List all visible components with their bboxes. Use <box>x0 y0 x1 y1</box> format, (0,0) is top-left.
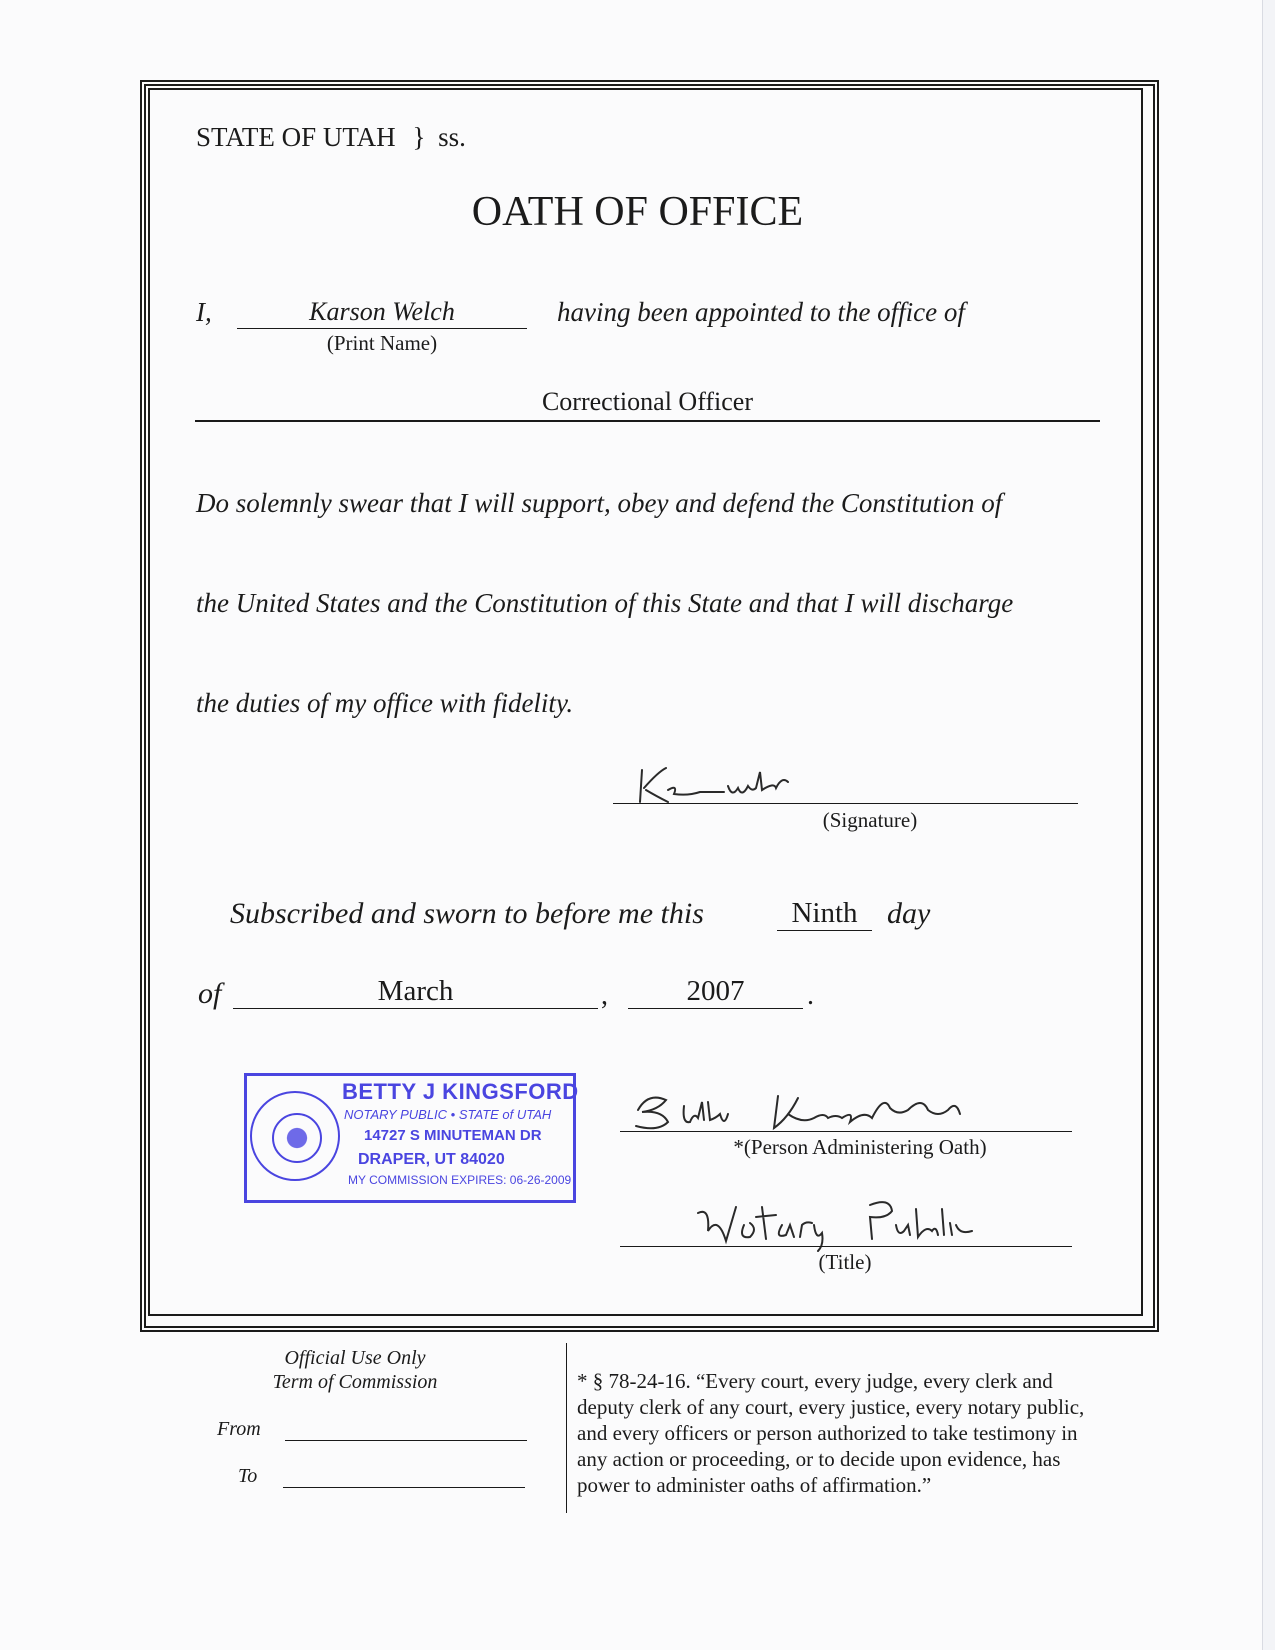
i-label: I, <box>196 297 212 327</box>
page-title: OATH OF OFFICE <box>471 189 804 235</box>
oath-line-3: the duties of my office with fidelity. <box>196 688 574 718</box>
oath-line-1: Do solemnly swear that I will support, obey and defend the Constitution of <box>196 488 1003 518</box>
footnote-line-1: * § 78-24-16. “Every court, every judge, every clerk and <box>577 1369 1053 1393</box>
from-field <box>285 1440 527 1441</box>
state-header <box>196 122 466 153</box>
title-line <box>620 1246 1072 1247</box>
signature-caption: (Signature) <box>822 808 918 832</box>
footnote-line-3: and every officers or person authorized to take testimony in <box>577 1421 1078 1445</box>
ss-label: ss. <box>438 122 466 152</box>
office-underline <box>195 420 1100 422</box>
officer-signature <box>628 762 828 812</box>
state-seal-icon <box>250 1091 340 1181</box>
appointed-text: having been appointed to the office of <box>557 297 965 327</box>
month-value: March <box>377 975 454 1007</box>
print-name-value: Karson Welch <box>309 297 455 326</box>
signature-line <box>613 803 1078 804</box>
footer-divider <box>566 1343 567 1513</box>
stamp-line-4: MY COMMISSION EXPIRES: 06-26-2009 <box>348 1173 572 1187</box>
to-field <box>283 1487 525 1488</box>
footnote-line-4: any action or proceeding, or to decide upon evidence, has <box>577 1447 1061 1471</box>
footnote-line-5: power to administer oaths of affirmation.” <box>577 1473 932 1497</box>
title-caption: (Title) <box>818 1250 872 1274</box>
of-label: of <box>198 977 222 1010</box>
state-name: STATE OF UTAH <box>196 122 396 152</box>
stamp-line-3: DRAPER, UT 84020 <box>358 1151 505 1168</box>
date-comma: , <box>601 980 608 1011</box>
oath-line-2: the United States and the Constitution of this State and that I will discharge <box>196 588 1014 618</box>
notary-signature <box>628 1088 1018 1140</box>
date-period: . <box>807 980 814 1011</box>
to-label: To <box>238 1465 258 1487</box>
year-underline <box>628 1008 803 1009</box>
administering-line <box>620 1131 1072 1132</box>
stamp-line-1: NOTARY PUBLIC • STATE of UTAH <box>344 1107 552 1122</box>
official-use-heading: Official Use Only <box>284 1347 426 1369</box>
office-value: Correctional Officer <box>541 387 754 416</box>
administering-caption: *(Person Administering Oath) <box>733 1135 987 1159</box>
footnote-line-2: deputy clerk of any court, every justice, every notary public, <box>577 1395 1085 1419</box>
year-value: 2007 <box>686 975 745 1007</box>
brace-glyph: } <box>412 122 426 152</box>
stamp-line-2: 14727 S MINUTEMAN DR <box>364 1127 542 1144</box>
from-label: From <box>217 1418 261 1440</box>
term-of-commission-heading: Term of Commission <box>272 1371 438 1393</box>
day-value: Ninth <box>791 897 858 929</box>
day-underline <box>777 930 872 931</box>
print-name-underline <box>237 328 527 329</box>
subscribed-text: Subscribed and sworn to before me this <box>230 897 704 930</box>
stamp-name: BETTY J KINGSFORD <box>342 1079 579 1104</box>
day-word: day <box>887 897 931 930</box>
notary-stamp <box>244 1073 579 1201</box>
print-name-caption: (Print Name) <box>326 331 438 355</box>
month-underline <box>233 1008 598 1009</box>
